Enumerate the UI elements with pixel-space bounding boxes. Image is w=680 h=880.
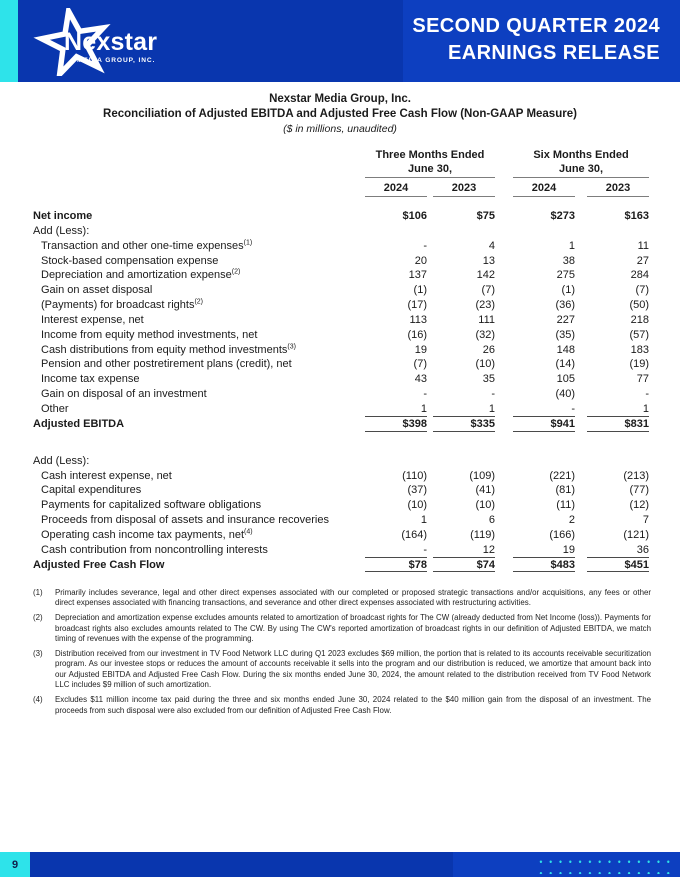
footnote-reference: (4) bbox=[244, 528, 253, 536]
row-value: (11) bbox=[556, 499, 575, 512]
table-row bbox=[33, 328, 649, 343]
row-value: $335 bbox=[433, 417, 495, 432]
row-label: Income from equity method investments, net bbox=[41, 328, 258, 341]
footnote bbox=[33, 613, 651, 644]
logo-wordmark: Nexstar bbox=[64, 28, 158, 56]
year-column-header: 2024 bbox=[365, 181, 427, 197]
table-row bbox=[33, 528, 649, 543]
row-value: 111 bbox=[478, 313, 495, 326]
row-label: Transaction and other one-time expenses$^{(1)}$ bbox=[41, 239, 253, 252]
footnote bbox=[33, 649, 651, 691]
row-value: 275 bbox=[556, 269, 575, 282]
row-label: Capital expenditures bbox=[41, 484, 142, 497]
table-row bbox=[33, 372, 649, 387]
row-value: 148 bbox=[556, 343, 575, 356]
footnote-text: Primarily includes severance, legal and other direct expenses associated with our completed or proposed strategic transactions and/or acquisitions, any fees or other direct expenses associated with financing transactions, and severance and other direct expenses associated with restructuring activities. bbox=[55, 588, 651, 608]
row-value: (221) bbox=[549, 469, 575, 482]
row-value: 38 bbox=[562, 254, 575, 267]
row-value: 77 bbox=[636, 373, 649, 386]
row-label: Gain on asset disposal bbox=[41, 284, 153, 297]
row-value: 137 bbox=[408, 269, 427, 282]
table-row bbox=[33, 498, 649, 513]
page-number: 9 bbox=[0, 852, 30, 877]
row-label: Cash distributions from equity method investments$^{(3)}$ bbox=[41, 342, 296, 356]
row-value: $163 bbox=[624, 210, 649, 222]
banner-title-line1: SECOND QUARTER 2024 bbox=[412, 15, 660, 37]
footnote-text: Distribution received from our investment in TV Food Network LLC during Q1 2023 excludes $69 million, the portion that is related to its accounts receivable securitization program. As our investee stops or reduces the amount of accounts receivable it sells into the program and our distribution is reduced, we amortize that amount back into our Adjusted EBITDA and Adjusted Free Cash Flow. During the six months ended June 30, 2024, the amount related to the distribution received from TV Food Network LLC includes $9 million of such amortization. bbox=[55, 649, 651, 690]
row-value: (10) bbox=[475, 499, 495, 512]
logo-subtitle: MEDIA GROUP, INC. bbox=[77, 57, 156, 64]
footnote-marker: (1) bbox=[33, 588, 43, 597]
row-value: 43 bbox=[414, 373, 427, 386]
row-label: Cash contribution from noncontrolling interests bbox=[41, 543, 268, 556]
row-label: Gain on disposal of an investment bbox=[41, 388, 207, 401]
footnote-reference: (3) bbox=[287, 342, 296, 350]
table-row bbox=[33, 469, 649, 484]
header-banner bbox=[0, 0, 680, 82]
table-row bbox=[33, 254, 649, 269]
footnotes-section bbox=[33, 588, 651, 720]
footnote-reference: (2) bbox=[231, 268, 241, 276]
row-label: Add (Less): bbox=[33, 224, 90, 237]
footnote-marker: (3) bbox=[33, 649, 43, 659]
banner-title-line2: EARNINGS RELEASE bbox=[448, 42, 660, 64]
table-row bbox=[33, 543, 649, 558]
table-row bbox=[33, 417, 649, 432]
footnote-text: Depreciation and amortization expense excludes amounts related to amortization of broadcast rights for The CW (already deducted from Net Income (loss)). Payments for broadcast rights also excludes amounts related to The CW. By using The CW's reported amortization of broadcast rights in our definition of Adjusted EBITDA, we match timing of revenues with the expense of the programming. bbox=[55, 613, 651, 644]
row-value: (1) bbox=[561, 284, 575, 297]
row-label: Other bbox=[41, 402, 69, 415]
row-value: (7) bbox=[481, 284, 495, 297]
year-column-header: 2023 bbox=[587, 181, 649, 197]
row-value: (50) bbox=[629, 299, 649, 312]
row-value bbox=[365, 224, 427, 239]
row-value: $75 bbox=[476, 210, 495, 222]
header-spacer bbox=[33, 149, 365, 178]
row-value: - bbox=[423, 388, 427, 401]
row-value: (35) bbox=[555, 328, 575, 341]
footnote-reference: (2) bbox=[194, 298, 204, 306]
header-accent-stripe bbox=[0, 0, 18, 82]
row-label: Adjusted Free Cash Flow bbox=[33, 558, 165, 571]
row-value: (14) bbox=[555, 358, 575, 371]
row-value: (17) bbox=[407, 299, 427, 312]
year-column-header: 2024 bbox=[513, 181, 575, 197]
row-value: $78 bbox=[365, 558, 427, 573]
row-value: (32) bbox=[475, 328, 495, 341]
table-row bbox=[33, 209, 649, 224]
row-value: (10) bbox=[475, 358, 495, 371]
row-value bbox=[433, 454, 495, 469]
table-row bbox=[33, 239, 649, 254]
row-value: (109) bbox=[469, 469, 495, 482]
row-value: (81) bbox=[555, 484, 575, 497]
reconciliation-table bbox=[33, 149, 649, 572]
row-value: (37) bbox=[407, 484, 427, 497]
footnote-text: Excludes $11 million income tax paid during the three and six months ended June 30, 2024 related to the $40 million gain from the disposal of an investment. The proceeds from such disposal were also excluded from our definition of Adjusted Free Cash Flow. bbox=[55, 695, 651, 715]
row-value: 1 bbox=[433, 402, 495, 417]
row-value: 183 bbox=[630, 343, 649, 356]
row-label: Payments for capitalized software obligations bbox=[41, 499, 262, 512]
company-name: Nexstar Media Group, Inc. bbox=[269, 93, 411, 105]
row-value: 142 bbox=[476, 269, 495, 282]
footnote-reference: (1) bbox=[243, 239, 253, 247]
row-value: (1) bbox=[413, 284, 427, 297]
row-value: 105 bbox=[556, 373, 575, 386]
row-value bbox=[433, 224, 495, 239]
row-value: - bbox=[513, 402, 575, 417]
row-value: 227 bbox=[556, 313, 575, 326]
footnote bbox=[33, 588, 651, 609]
table-row bbox=[33, 513, 649, 528]
dot-pattern-decoration bbox=[536, 855, 673, 874]
row-label: Pension and other postretirement plans (credit), net bbox=[41, 358, 292, 371]
row-value: 1 bbox=[568, 239, 575, 252]
row-value: (110) bbox=[402, 469, 427, 482]
table-row bbox=[33, 343, 649, 358]
row-value: 1 bbox=[420, 514, 427, 527]
row-value: $831 bbox=[587, 417, 649, 432]
row-label: Proceeds from disposal of assets and insurance recoveries bbox=[41, 514, 329, 527]
row-label: Depreciation and amortization expense$^{(2)}$ bbox=[41, 268, 241, 282]
row-value: - bbox=[365, 543, 427, 558]
table-row bbox=[33, 283, 649, 298]
row-value: 218 bbox=[630, 313, 649, 326]
row-value: 113 bbox=[409, 313, 427, 326]
row-value: 36 bbox=[587, 543, 649, 558]
row-label: Operating cash income tax payments, net$^{(4)}$ bbox=[41, 528, 253, 541]
table-row bbox=[33, 298, 649, 313]
row-value: (119) bbox=[470, 528, 495, 541]
row-value: $483 bbox=[513, 558, 575, 573]
row-value: 1 bbox=[587, 402, 649, 417]
row-value: $106 bbox=[402, 210, 427, 222]
nexstar-logo bbox=[28, 6, 178, 78]
row-value: 4 bbox=[488, 239, 495, 252]
row-value: (166) bbox=[549, 528, 575, 541]
table-group-header-row bbox=[33, 149, 649, 178]
row-value: 20 bbox=[414, 254, 427, 267]
row-value: (77) bbox=[629, 484, 649, 497]
row-value: (7) bbox=[413, 358, 427, 371]
table-row bbox=[33, 558, 649, 573]
column-group-header bbox=[365, 149, 495, 178]
row-value: - bbox=[645, 388, 649, 401]
row-value bbox=[587, 224, 649, 239]
statement-title: Reconciliation of Adjusted EBITDA and Adjusted Free Cash Flow (Non-GAAP Measure) bbox=[103, 108, 577, 120]
row-value: 27 bbox=[636, 254, 649, 267]
row-value: - bbox=[423, 239, 427, 252]
row-value: 19 bbox=[513, 543, 575, 558]
row-value bbox=[513, 224, 575, 239]
row-value: 284 bbox=[630, 269, 649, 282]
row-value: 12 bbox=[433, 543, 495, 558]
column-group-line2: June 30, bbox=[513, 163, 649, 179]
year-column-header: 2023 bbox=[433, 181, 495, 197]
row-value: $451 bbox=[587, 558, 649, 573]
row-value: 2 bbox=[568, 514, 575, 527]
table-row bbox=[33, 483, 649, 498]
table-row bbox=[33, 387, 649, 402]
row-value: (23) bbox=[475, 299, 495, 312]
row-value: $398 bbox=[365, 417, 427, 432]
table-row bbox=[33, 357, 649, 372]
banner-title bbox=[412, 13, 660, 67]
row-value: (36) bbox=[555, 299, 575, 312]
row-value: (41) bbox=[475, 484, 495, 497]
row-label: Add (Less): bbox=[33, 454, 90, 467]
row-label: Interest expense, net bbox=[41, 313, 144, 326]
row-value: 1 bbox=[365, 402, 427, 417]
row-label: Net income bbox=[33, 210, 93, 222]
footnote bbox=[33, 695, 651, 716]
row-value: 26 bbox=[482, 343, 495, 356]
column-group-header bbox=[513, 149, 649, 178]
row-value: (213) bbox=[623, 469, 649, 482]
row-value: 19 bbox=[414, 343, 427, 356]
column-group-line2: June 30, bbox=[365, 163, 495, 179]
table-row bbox=[33, 224, 649, 239]
document-title-block bbox=[0, 92, 680, 137]
row-value: 6 bbox=[488, 514, 495, 527]
row-value: 7 bbox=[642, 514, 649, 527]
row-value: (121) bbox=[623, 528, 649, 541]
header-spacer bbox=[33, 181, 365, 197]
row-value: (7) bbox=[635, 284, 649, 297]
table-body bbox=[33, 209, 649, 572]
row-value bbox=[513, 454, 575, 469]
row-value bbox=[365, 454, 427, 469]
row-value: (19) bbox=[629, 358, 649, 371]
row-value: (12) bbox=[629, 499, 649, 512]
row-value: 11 bbox=[637, 239, 649, 252]
row-value: 13 bbox=[482, 254, 495, 267]
footer-bar bbox=[0, 852, 680, 877]
row-value bbox=[587, 454, 649, 469]
row-label: Income tax expense bbox=[41, 373, 140, 386]
row-value: $273 bbox=[550, 210, 575, 222]
row-value: - bbox=[491, 388, 495, 401]
row-label: Adjusted EBITDA bbox=[33, 417, 125, 430]
column-group-line1: Three Months Ended bbox=[375, 149, 485, 161]
row-value: (40) bbox=[555, 388, 575, 401]
row-value: $74 bbox=[433, 558, 495, 573]
row-label: Stock-based compensation expense bbox=[41, 254, 219, 267]
row-value: 35 bbox=[482, 373, 495, 386]
table-year-header-row bbox=[33, 181, 649, 197]
table-row bbox=[33, 313, 649, 328]
row-value: $941 bbox=[513, 417, 575, 432]
table-row bbox=[33, 268, 649, 283]
footnote-marker: (4) bbox=[33, 695, 43, 705]
row-label: Cash interest expense, net bbox=[41, 469, 172, 482]
table-row bbox=[33, 402, 649, 417]
row-value: (16) bbox=[407, 328, 427, 341]
footnote-marker: (2) bbox=[33, 613, 43, 623]
row-value: (10) bbox=[407, 499, 427, 512]
row-label: (Payments) for broadcast rights$^{(2)}$ bbox=[41, 298, 204, 312]
row-value: (57) bbox=[629, 328, 649, 341]
row-value: (164) bbox=[401, 528, 427, 541]
units-note: ($ in millions, unaudited) bbox=[283, 123, 397, 135]
table-row bbox=[33, 454, 649, 469]
column-group-line1: Six Months Ended bbox=[533, 149, 629, 161]
